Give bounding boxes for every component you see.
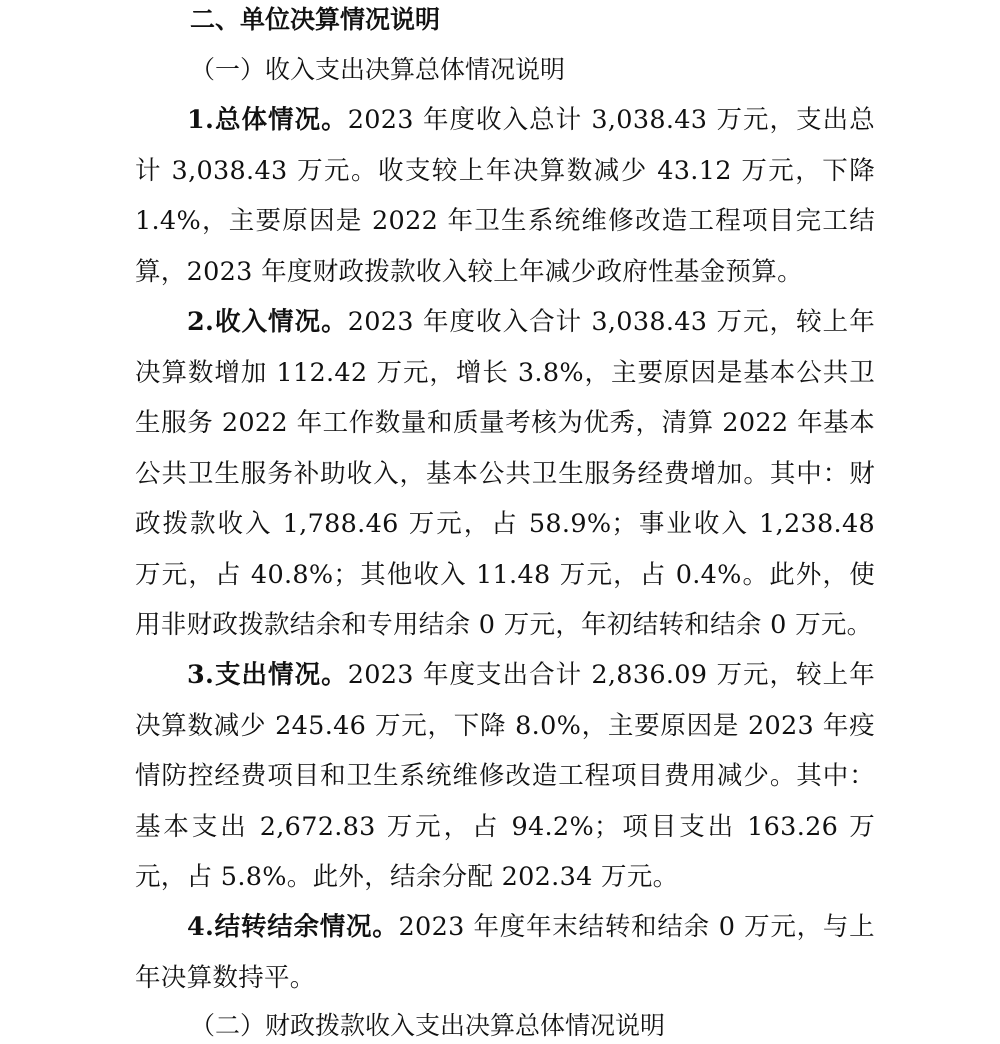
section-title: 二、单位决算情况说明 [190, 5, 441, 34]
paragraph-income [135, 297, 875, 651]
paragraph-lead: 1.总体情况。 [187, 105, 348, 135]
paragraph-lead: 2.收入情况。 [187, 307, 348, 337]
paragraph-lead: 3.支出情况。 [187, 660, 348, 690]
paragraph-lead: 4.结转结余情况。 [187, 912, 399, 942]
paragraph-carryover [135, 902, 875, 1003]
paragraph-expenditure [135, 650, 875, 903]
paragraph-body: 2023 年度年末结转和结余 0 万元，与上年决算数持平。 [135, 912, 875, 993]
paragraph-body: 2023 年度收入合计 3,038.43 万元，较上年决算数增加 112.42 万元，增长 3.8%，主要原因是基本公共卫生服务 2022 年工作数量和质量考核为优秀，清算 2022 年基本公共卫生服务补助收入，基本公共卫生服务经费增加。其中：财政拨款收入 1,788.46 万元，占 58.9%；事业收入 1,238.48 万元，占 40.8%；其他收入 11.48 万元，占 0.4%。此外，使用非财政拨款结余和专用结余 0 万元，年初结转和结余 0 万元。 [135, 307, 875, 640]
paragraph-body: 2023 年度收入总计 3,038.43 万元，支出总计 3,038.43 万元。收支较上年决算数减少 43.12 万元，下降 1.4%，主要原因是 2022 年卫生系统维修改造工程项目完工结算，2023 年度财政拨款收入较上年减少政府性基金预算。 [135, 105, 875, 287]
subsection-title-income-expenditure: （一）收入支出决算总体情况说明 [190, 55, 566, 84]
paragraph-body: 2023 年度支出合计 2,836.09 万元，较上年决算数减少 245.46 万元，下降 8.0%，主要原因是 2023 年疫情防控经费项目和卫生系统维修改造工程项目费用减少。其中：基本支出 2,672.83 万元，占 94.2%；项目支出 163.26 万元，占 5.8%。此外，结余分配 202.34 万元。 [135, 660, 875, 892]
paragraph-overall [135, 95, 875, 297]
subsection-title-fiscal-appropriation: （二）财政拨款收入支出决算总体情况说明 [190, 1011, 666, 1040]
